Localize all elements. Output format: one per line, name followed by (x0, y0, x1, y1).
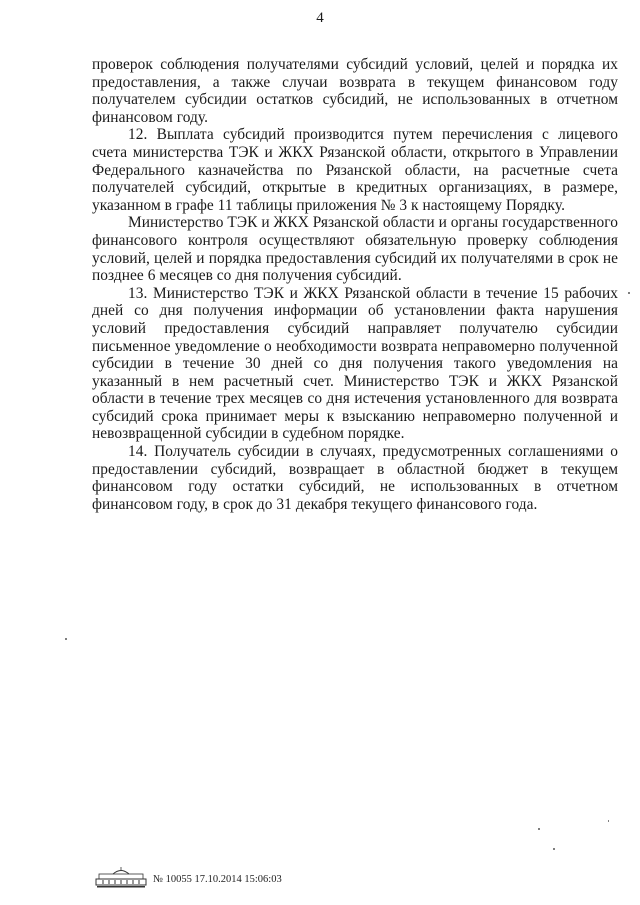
scan-speck (553, 848, 555, 850)
document-body (92, 56, 618, 513)
scan-speck (628, 292, 630, 294)
paragraph-item-13: 13. Министерство ТЭК и ЖКХ Рязанской области в течение 15 рабочих дней со дня получения информации об установлении факта нарушения условий предоставления субсидий направляет получателю субсидии письменное уведомление о необходимости возврата неправомерно полученной субсидии в течение 30 дней со дня получения такого уведомления на указанный в нем расчетный счет. Министерство ТЭК и ЖКХ Рязанской области в течение трех месяцев со дня истечения установленного для возврата субсидий срока принимает меры к взысканию неправомерно полученной и невозвращенной субсидии в судебном порядке. (92, 284, 618, 443)
scan-speck (65, 638, 67, 640)
paragraph-continuation: проверок соблюдения получателями субсидий условий, целей и порядка их предоставления, а также случаи возврата в текущем финансовом году получателем субсидии остатков субсидий, не использованных в отчетном финансовом году. (92, 56, 618, 126)
page-number: 4 (316, 10, 324, 26)
registration-footer (95, 864, 282, 888)
paragraph-item-12: 12. Выплата субсидий производится путем перечисления с лицевого счета министерства ТЭК и ЖКХ Рязанской области, открытого в Управлении Федерального казначейства по Рязанской области, на расчетные счета получателей субсидий, открытые в кредитных организациях, в размере, указанном в графе 11 таблицы приложения № 3 к настоящему Порядку. (92, 126, 618, 214)
paragraph-item-14: 14. Получатель субсидии в случаях, предусмотренных соглашениями о предоставлении субсидий, возвращает в областной бюджет в текущем финансовом году остатки субсидий, не использованных в отчетном финансовом году, в срок до 31 декабря текущего финансового года. (92, 443, 618, 513)
registration-stamp: № 10055 17.10.2014 15:06:03 (153, 874, 282, 885)
scan-speck (608, 820, 609, 822)
paragraph-inspection: Министерство ТЭК и ЖКХ Рязанской области и органы государственного финансового контроля осуществляют обязательную проверку соблюдения условий, целей и порядка предоставления субсидий их получателями в срок не позднее 6 месяцев со дня получения субсидий. (92, 214, 618, 285)
scan-speck (538, 828, 540, 830)
building-emblem-icon (95, 866, 147, 888)
